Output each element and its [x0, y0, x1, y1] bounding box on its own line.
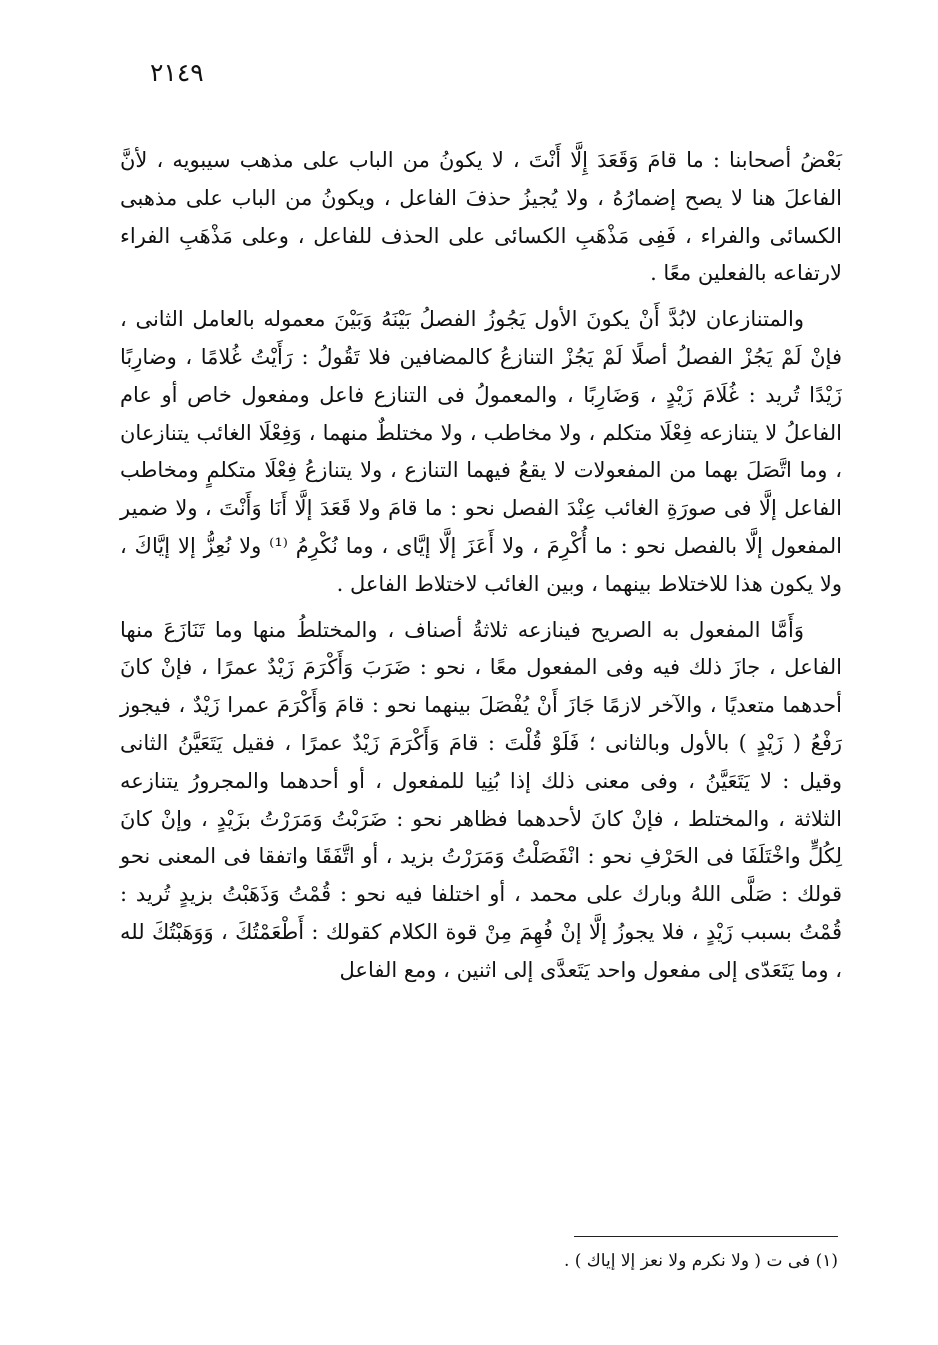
page-number: ٢١٤٩: [150, 58, 204, 87]
footnote-divider: [574, 1236, 838, 1237]
paragraph-3: وَأَمَّا المفعول به الصريح فينازعه ثلاثةُ أصناف ، والمختلطُ منها وما تَنَازَعَ منها الفاعل ، جازَ ذلك فيه وفى المفعول معًا ، نحو : ضَرَبَ وَأَكْرَمَ زَيْدٌ عمرًا ، فإنْ كانَ أحدهما متعديًا ، والآخر لازمًا جَازَ أَنْ يُفْصَلَ بينهما نحو : قامَ وَأَكْرَمَ عمرا زَيْدٌ ، فيجوز رَفْعُ ( زَيْدٍ ) بالأول وبالثانى ؛ فَلَوْ قُلْتَ : قامَ وَأَكْرَمَ زَيْدٌ عمرًا ، فقيل يَتَعَيَّنُ الثانى وقيل : لا يَتَعَيَّنُ ، وفى معنى ذلك إذا بُنِيا للمفعول ، أو أحدهما والمجرورُ يتنازعه الثلاثة ، والمختلط ، فإنْ كانَ لأحدهما فظاهر نحو : ضَرَبْتُ وَمَرَرْتُ بزَيْدٍ ، وإنْ كانَ لِكُلٍّ واخْتَلَفَا فى الحَرْفِ نحو : انْفَصَلْتُ وَمَرَرْتُ بزيد ، أو اتَّفَقَا واتفقا فى المعنى نحو قولك : صَلَّى اللهُ وبارك على محمد ، أو اختلفا فيه نحو : قُمْتُ وَذَهَبْتُ بزيدٍ تُريد : قُمْتُ بسبب زَيْدٍ ، فلا يجوزُ إلَّا إنْ فُهِمَ مِنْ قوة الكلام كقولك : أَطْعَمْتُكَ ، وَوَهَبْتُكَ لله ، وما يَتَعَدّى إلى مفعول واحد يَتَعدَّى إلى اثنين ، ومع الفاعل: [120, 617, 842, 982]
paragraph-2: والمتنازعان لابُدَّ أَنْ يكونَ الأول يَجُوزُ الفصلُ بَيْنَهُ وَبَيْنَ معموله بالعامل الثانى ، فإنْ لَمْ يَجُزْ الفصلُ أصلًا لَمْ يَجُزْ التنازعُ كالمضافين فلا تَقُولُ : رَأَيْتُ غُلامًا ، وضارِبًا زَيْدًا تُريد : غُلَامَ زَيْدٍ ، وَضَارِبًا ، والمعمولُ فى التنازع فاعل ومفعول خاص أو عام الفاعلُ لا يتنازعه فِعْلَا متكلم ، ولا مخاطب ، ولا مختلطٌ منهما ، وَفِعْلَا الغائب يتنازعان ، وما اتَّصَلَ بهما من المفعولات لا يقعُ فيهما التنازع ، ولا يتنازعُ فِعْلَا متكلمٍ ومخاطب الفاعل إلَّا فى صورَةِ الغائب عِنْدَ الفصل نحو : ما قامَ ولا قَعَدَ إلَّا أَنَا وَأَنْتَ ، ولا ضمير المفعول إلَّا بالفصل نحو : ما أُكْرِمَ ، ولا أَعَزَ إلَّا إيَّاى ، وما نُكْرِمُ ⁽¹⁾ ولا نُعِزُّ إلا إيَّاكَ ، ولا يكون هذا للاختلاط بينهما ، وبين الغائب لاختلاط الفاعل .: [120, 307, 842, 596]
footnote: (١) فى ت ( ولا نكرم ولا نعز إلا إياك ) .: [563, 1251, 838, 1271]
paragraph-1: بَعْضُ أصحابنا : ما قامَ وَقَعَدَ إِلَّا أَنْتَ ، لا يكونُ من الباب على مذهب سيبويه ، لأنَّ الفاعلَ هنا لا يصح إضمارُهُ ، ولا يُجيزُ حذفَ الفاعل ، ويكونُ من الباب على مذهبى الكسائى والفراء ، فَفِى مَذْهَبِ الكسائى على الحذف للفاعل ، وعلى مَذْهَبِ الفراء لارتفاعه بالفعلين معًا .: [120, 148, 842, 286]
main-text: [120, 142, 842, 998]
